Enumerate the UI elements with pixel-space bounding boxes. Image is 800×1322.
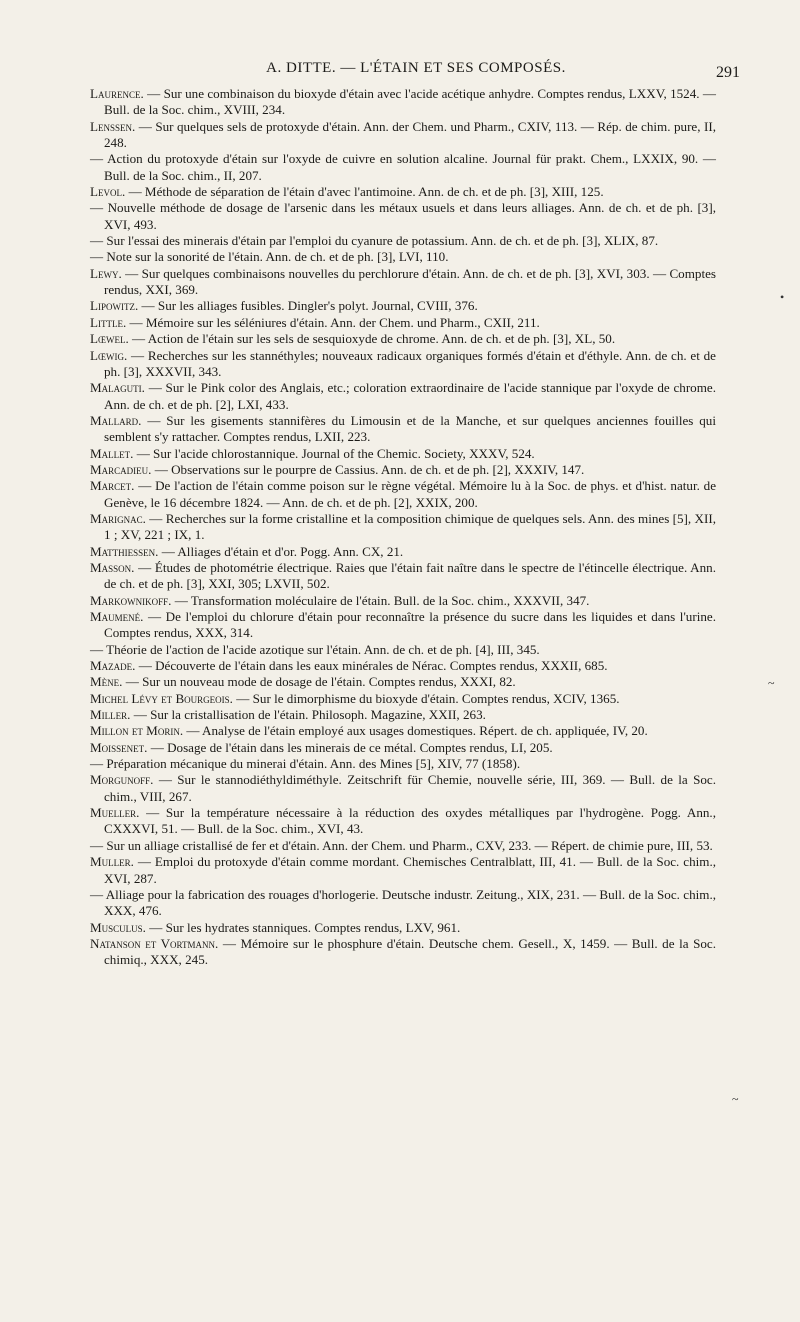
entry-text: — Dosage de l'étain dans les minerais de ce métal. Comptes rendus, LI, 205. bbox=[150, 739, 553, 755]
entry-author: Marcadieu. bbox=[90, 461, 152, 477]
bibliography-entry bbox=[90, 854, 716, 887]
bibliography-entry bbox=[90, 544, 716, 560]
entry-text: — Sur la température nécessaire à la réduction des oxydes métalliques par l'hydrogène. Pogg. Ann., CXXXVI, 51. — Bull. de la Soc. chim., XVI, 43. bbox=[104, 805, 716, 837]
entry-author: Miller. bbox=[90, 707, 131, 723]
bibliography-entry bbox=[90, 707, 716, 723]
entry-author: Marignac. bbox=[90, 510, 146, 526]
entry-text: — Études de photométrie électrique. Raies que l'étain fait naître dans le spectre de l'étincelle électrique. Ann. de ch. et de ph. [3], XXI, 305; LXVII, 502. bbox=[104, 559, 716, 592]
entry-author: Levol. bbox=[90, 184, 126, 200]
entry-author: Marcet. bbox=[90, 478, 135, 494]
bibliography-entry bbox=[90, 642, 716, 658]
bibliography-entry bbox=[90, 511, 716, 544]
entry-text: — Nouvelle méthode de dosage de l'arsenic dans les métaux usuels et dans leurs alliages. Ann. de ch. et de ph. [3], XVI, 493. bbox=[90, 200, 716, 232]
entry-text: — Observations sur le pourpre de Cassius. Ann. de ch. et de ph. [2], XXXIV, 147. bbox=[154, 461, 585, 477]
entry-author: Lewy. bbox=[90, 265, 122, 281]
entry-author: Little. bbox=[90, 314, 127, 330]
entry-author: Moissenet. bbox=[90, 739, 148, 755]
bibliography-entry bbox=[90, 691, 716, 707]
entry-text: — Sur l'essai des minerais d'étain par l'emploi du cyanure de potassium. Ann. de ch. et de ph. [3], XLIX, 87. bbox=[90, 233, 659, 249]
bibliography-entry bbox=[90, 772, 716, 805]
bibliography-list bbox=[90, 86, 716, 969]
entry-text: — Alliages d'étain et d'or. Pogg. Ann. CX, 21. bbox=[161, 543, 404, 559]
entry-text: — Sur les gisements stannifères du Limousin et de la Manche, et sur quelques anciennes fouilles qui semblent s'y rattacher. Comptes rendus, LXII, 223. bbox=[104, 412, 716, 445]
bibliography-entry bbox=[90, 184, 716, 200]
bibliography-entry bbox=[90, 609, 716, 642]
entry-author: Lipowitz. bbox=[90, 298, 139, 314]
entry-author: Laurence. bbox=[90, 86, 144, 101]
entry-author: Millon et Morin. bbox=[90, 723, 184, 739]
entry-author: Lœwig. bbox=[90, 347, 128, 363]
bibliography-entry bbox=[90, 756, 716, 772]
entry-author: Lœwel. bbox=[90, 331, 129, 347]
entry-text: — De l'action de l'étain comme poison sur le règne végétal. Mémoire lu à la Soc. de phys. et d'hist. natur. de Genève, le 16 décembre 1824. — Ann. de ch. et de ph. [2], XXIX, 200. bbox=[104, 478, 717, 510]
entry-text: — Sur une combinaison du bioxyde d'étain avec l'acide acétique anhydre. Comptes rendus, LXXV, 1524. — Bull. de la Soc. chim., XVIII, 234. bbox=[104, 86, 716, 118]
entry-text: — Analyse de l'étain employé aux usages domestiques. Répert. de ch. appliquée, IV, 20. bbox=[186, 723, 648, 739]
margin-mark: ~ bbox=[732, 1092, 739, 1106]
entry-text: — Sur quelques sels de protoxyde d'étain. Ann. der Chem. und Pharm., CXIV, 113. — Rép. de chim. pure, II, 248. bbox=[104, 118, 716, 151]
entry-text: — Recherches sur la forme cristalline et la composition chimique de quelques sels. Ann. des mines [5], XII, 1 ; XV, 221 ; IX, 1. bbox=[104, 510, 716, 543]
entry-author: Masson. bbox=[90, 559, 135, 575]
entry-text: — Sur le dimorphisme du bioxyde d'étain. Comptes rendus, XCIV, 1365. bbox=[236, 690, 620, 706]
entry-text: — Préparation mécanique du minerai d'étain. Ann. des Mines [5], XIV, 77 (1858). bbox=[90, 756, 521, 772]
entry-author: Natanson et Vortmann. bbox=[90, 935, 219, 951]
bibliography-entry bbox=[90, 233, 716, 249]
entry-author: Morgunoff. bbox=[90, 772, 154, 788]
bibliography-entry bbox=[90, 838, 716, 854]
bibliography-entry bbox=[90, 86, 716, 119]
margin-mark: ~ bbox=[768, 676, 775, 690]
running-title: A. DITTE. — L'ÉTAIN ET SES COMPOSÉS. bbox=[266, 60, 566, 76]
entry-text: — Sur les alliages fusibles. Dingler's polyt. Journal, CVIII, 376. bbox=[141, 298, 478, 314]
entry-text: — De l'emploi du chlorure d'étain pour reconnaître la présence du sucre dans les liquides et dans l'urine. Comptes rendus, XXX, 314. bbox=[104, 609, 716, 641]
entry-author: Mène. bbox=[90, 674, 123, 690]
bibliography-entry bbox=[90, 658, 716, 674]
entry-author: Mallard. bbox=[90, 412, 142, 428]
page-header bbox=[92, 58, 740, 82]
entry-text: — Note sur la sonorité de l'étain. Ann. de ch. et de ph. [3], LVI, 110. bbox=[90, 249, 449, 265]
entry-author: Malaguti. bbox=[90, 380, 145, 396]
bibliography-entry bbox=[90, 478, 716, 511]
bibliography-entry bbox=[90, 674, 716, 690]
entry-text: — Sur le Pink color des Anglais, etc.; coloration extraordinaire de l'acide stannique par l'oxyde de chrome. Ann. de ch. et de ph. [2], LXI, 433. bbox=[104, 380, 716, 412]
bibliography-entry bbox=[90, 200, 716, 233]
entry-text: — Sur un alliage cristallisé de fer et d'étain. Ann. der Chem. und Pharm., CXV, 233. — Répert. de chimie pure, III, 53. bbox=[90, 837, 713, 853]
entry-text: — Alliage pour la fabrication des rouages d'horlogerie. Deutsche industr. Zeitung., XIX, 231. — Bull. de la Soc. chim., XXX, 476. bbox=[90, 886, 716, 919]
bibliography-entry bbox=[90, 119, 716, 152]
bibliography-entry bbox=[90, 266, 716, 299]
entry-text: — Action du protoxyde d'étain sur l'oxyde de cuivre en solution alcaline. Journal für prakt. Chem., LXXIX, 90. — Bull. de la Soc. chim., II, 207. bbox=[90, 151, 716, 183]
entry-author: Markownikoff. bbox=[90, 592, 172, 608]
bibliography-entry bbox=[90, 887, 716, 920]
bibliography-entry bbox=[90, 298, 716, 314]
entry-author: Lenssen. bbox=[90, 118, 136, 134]
entry-text: — Sur un nouveau mode de dosage de l'étain. Comptes rendus, XXXI, 82. bbox=[125, 674, 516, 690]
margin-mark: • bbox=[780, 290, 785, 304]
bibliography-entry bbox=[90, 936, 716, 969]
entry-text: — Transformation moléculaire de l'étain. Bull. de la Soc. chim., XXXVII, 347. bbox=[174, 592, 590, 608]
entry-author: Mallet. bbox=[90, 445, 134, 461]
entry-text: — Recherches sur les stannéthyles; nouveaux radicaux organiques formés d'étain et d'éthyle. Ann. de ch. et de ph. [3], XXXVII, 343. bbox=[104, 347, 716, 379]
bibliography-entry bbox=[90, 920, 716, 936]
entry-author: Michel Lévy et Bourgeois. bbox=[90, 690, 233, 706]
entry-text: — Sur l'acide chlorostannique. Journal of the Chemic. Society, XXXV, 524. bbox=[136, 445, 535, 461]
bibliography-entry bbox=[90, 348, 716, 381]
entry-text: — Mémoire sur les séléniures d'étain. Ann. der Chem. und Pharm., CXII, 211. bbox=[129, 314, 540, 330]
bibliography-entry bbox=[90, 249, 716, 265]
entry-author: Mueller. bbox=[90, 805, 140, 821]
entry-text: — Sur quelques combinaisons nouvelles du perchlorure d'étain. Ann. de ch. et de ph. [3], XVI, 303. — Comptes rendus, XXI, 369. bbox=[104, 265, 716, 298]
entry-author: Mazade. bbox=[90, 658, 136, 674]
bibliography-entry bbox=[90, 315, 716, 331]
entry-text: — Sur la cristallisation de l'étain. Philosoph. Magazine, XXII, 263. bbox=[133, 707, 486, 723]
entry-text: — Découverte de l'étain dans les eaux minérales de Nérac. Comptes rendus, XXXII, 685. bbox=[138, 658, 608, 674]
bibliography-entry bbox=[90, 151, 716, 184]
bibliography-entry bbox=[90, 560, 716, 593]
entry-text: — Méthode de séparation de l'étain d'avec l'antimoine. Ann. de ch. et de ph. [3], XIII, 125. bbox=[128, 184, 604, 200]
entry-author: Musculus. bbox=[90, 919, 146, 935]
bibliography-entry bbox=[90, 331, 716, 347]
bibliography-entry bbox=[90, 805, 716, 838]
bibliography-entry bbox=[90, 593, 716, 609]
entry-text: — Action de l'étain sur les sels de sesquioxyde de chrome. Ann. de ch. et de ph. [3], XL, 50. bbox=[132, 331, 616, 347]
entry-author: Maumené. bbox=[90, 609, 144, 624]
entry-text: — Mémoire sur le phosphure d'étain. Deutsche chem. Gesell., X, 1459. — Bull. de la Soc. chimiq., XXX, 245. bbox=[104, 935, 717, 968]
entry-author: Muller. bbox=[90, 854, 134, 870]
bibliography-entry bbox=[90, 380, 716, 413]
page-number: 291 bbox=[716, 64, 740, 81]
bibliography-entry bbox=[90, 740, 716, 756]
entry-text: — Théorie de l'action de l'acide azotique sur l'étain. Ann. de ch. et de ph. [4], III, 345. bbox=[90, 641, 540, 657]
entry-text: — Emploi du protoxyde d'étain comme mordant. Chemisches Centralblatt, III, 41. — Bull. de la Soc. chim., XVI, 287. bbox=[104, 854, 716, 886]
bibliography-entry bbox=[90, 413, 716, 446]
entry-text: — Sur le stannodiéthyldiméthyle. Zeitschrift für Chemie, nouvelle série, III, 369. — Bull. de la Soc. chim., VIII, 267. bbox=[104, 772, 716, 804]
entry-text: — Sur les hydrates stanniques. Comptes rendus, LXV, 961. bbox=[149, 919, 461, 935]
bibliography-entry bbox=[90, 723, 716, 739]
bibliography-entry bbox=[90, 446, 716, 462]
bibliography-entry bbox=[90, 462, 716, 478]
entry-author: Matthiessen. bbox=[90, 543, 159, 559]
